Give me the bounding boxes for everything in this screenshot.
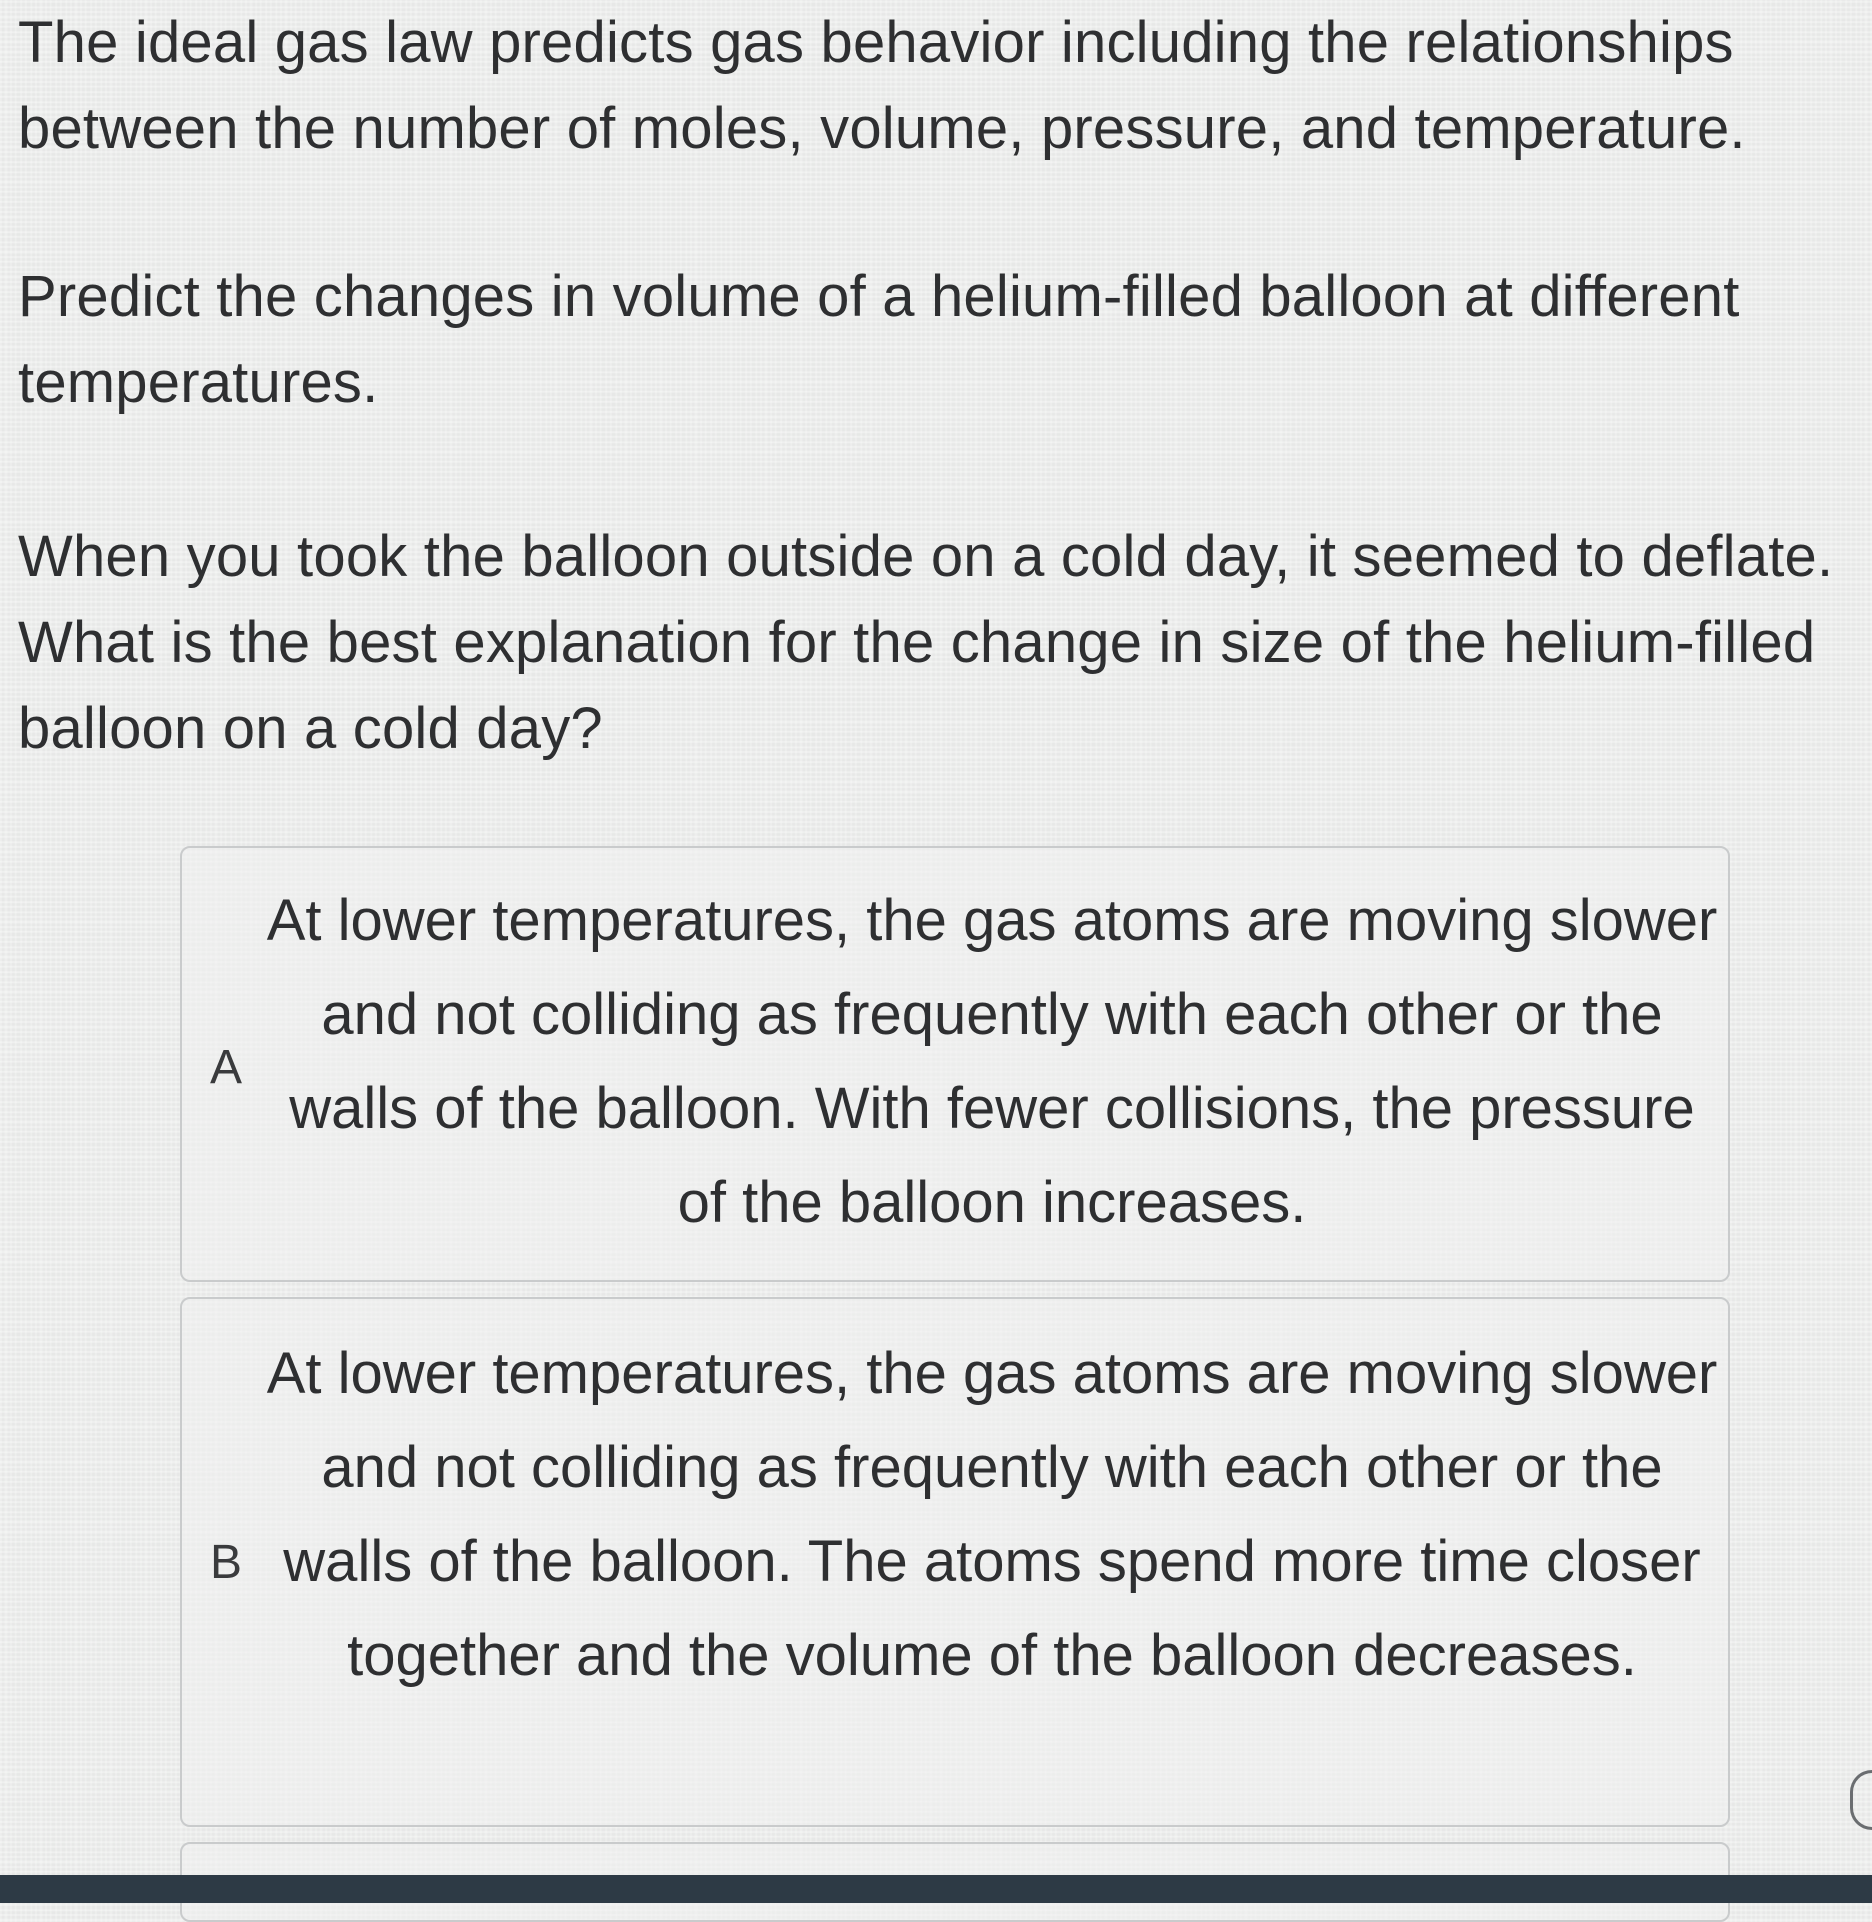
answer-choice-b[interactable] — [180, 1297, 1730, 1827]
question-task: Predict the changes in volume of a helium-filled balloon at different temperatures. — [18, 264, 1740, 415]
question-prompt: When you took the balloon outside on a cold day, it seemed to deflate. What is the best explanation for the change in size of the helium-filled balloon on a cold day? — [18, 524, 1834, 761]
choice-letter-a: A — [210, 1041, 243, 1094]
partial-icon — [1850, 1770, 1872, 1830]
screen-bottom-bar — [0, 1875, 1872, 1903]
answer-choice-a[interactable] — [180, 846, 1730, 1282]
choice-text-a: At lower temperatures, the gas atoms are moving slower and not colliding as frequently with each other or the walls of the balloon. With fewer collisions, the pressure of the balloon increases. — [266, 888, 1718, 1235]
choice-text-b: At lower temperatures, the gas atoms are moving slower and not colliding as frequently with each other or the walls of the balloon. The atoms spend more time closer together and the volume of the balloon decreases. — [266, 1341, 1718, 1688]
choice-letter-b: B — [210, 1536, 243, 1589]
question-intro: The ideal gas law predicts gas behavior including the relationships between the number of moles, volume, pressure, and temperature. — [18, 10, 1746, 161]
